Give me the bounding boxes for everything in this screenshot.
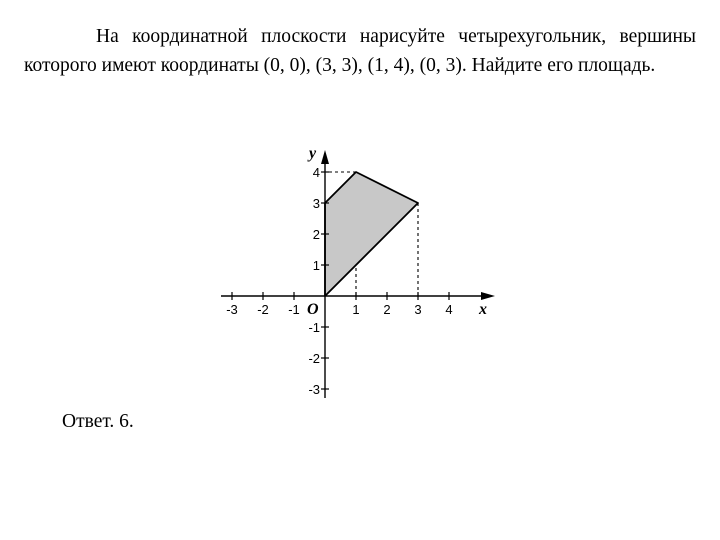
y-tick-label--1: -1 xyxy=(308,320,320,335)
x-tick-label-1: 1 xyxy=(352,302,360,317)
y-axis-arrow xyxy=(321,150,329,164)
y-axis-label: y xyxy=(309,145,317,162)
x-axis-arrow xyxy=(481,292,495,300)
y-tick-label-3: 3 xyxy=(312,196,320,211)
x-tick-label-4: 4 xyxy=(445,302,453,317)
x-tick-label--2: -2 xyxy=(257,302,269,317)
x-tick-label-3: 3 xyxy=(414,302,422,317)
answer-text: Ответ. 6. xyxy=(62,411,134,432)
y-tick-label--3: -3 xyxy=(308,382,320,397)
coordinate-plane xyxy=(215,140,505,402)
x-tick-label--3: -3 xyxy=(226,302,238,317)
x-tick-label--1: -1 xyxy=(288,302,300,317)
problem-statement xyxy=(24,22,696,80)
y-tick-label-2: 2 xyxy=(312,227,320,242)
y-tick-label-1: 1 xyxy=(312,258,320,273)
quadrilateral-shape xyxy=(325,172,418,296)
y-tick-label--2: -2 xyxy=(308,351,320,366)
problem-text: На координатной плоскости нарисуйте четырехугольник, вершины которого имеют координаты (0, 0), (3, 3), (1, 4), (0, 3). Найдите его площадь. xyxy=(24,26,696,76)
x-axis-label: x xyxy=(479,301,487,318)
x-tick-label-2: 2 xyxy=(383,302,391,317)
origin-label: O xyxy=(307,301,319,318)
coordinate-plane-figure xyxy=(215,140,505,402)
y-tick-label-4: 4 xyxy=(312,165,320,180)
